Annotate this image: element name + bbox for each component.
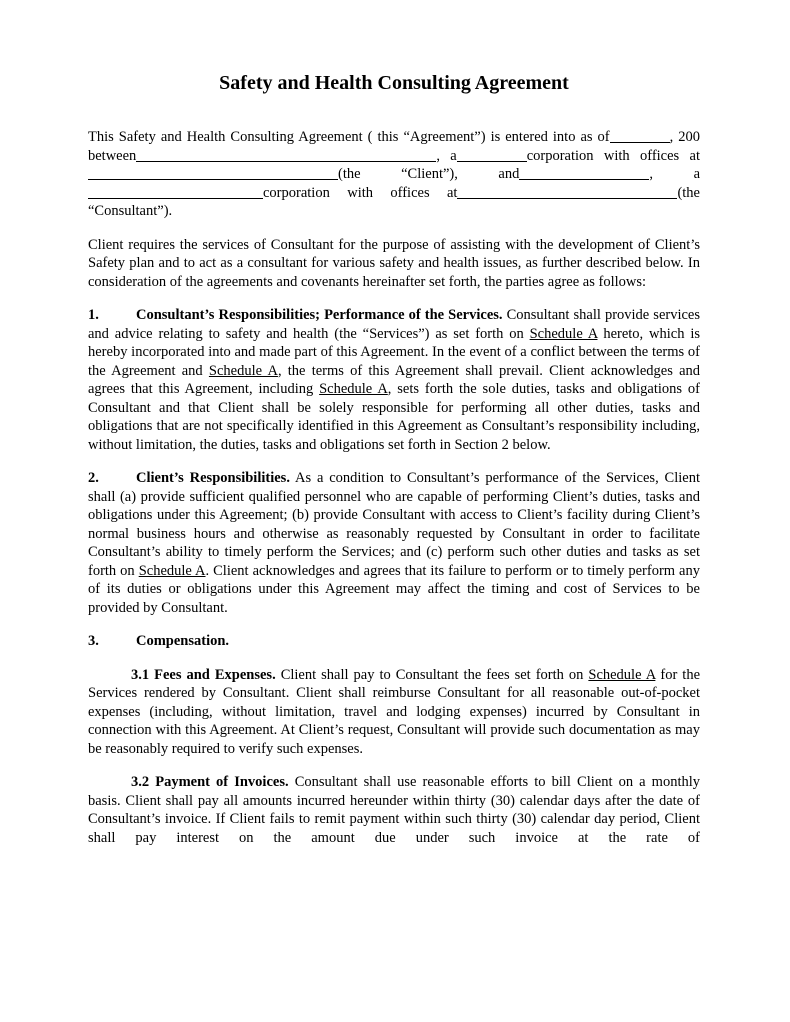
- intro-text-segment: corporation with offices at: [526, 147, 700, 164]
- section-3-2-text-segment: Consultant shall use reasonable efforts to bill Client on a monthly basis. Client shall pay all amounts incurred hereunder within thirty (30) calendar days after the date of Consultant’s invoice. If Client fails to remit payment within such thirty (30) calendar day period, Client shall pay interest on the amount due under such invoice at the rate of: [88, 774, 701, 846]
- section-1-paragraph: [88, 306, 700, 454]
- section-3-2-paragraph: [88, 773, 700, 847]
- blank-client-name: [136, 149, 436, 162]
- section-2-heading: Client’s Responsibilities.: [136, 470, 290, 486]
- schedule-a-reference: Schedule A: [588, 666, 656, 683]
- section-1-text-segment: , the terms of this Agreement shall prevail. Client acknowledges and agrees that this Agreement, including: [88, 362, 701, 397]
- section-3-1-text-segment: Client shall pay to Consultant the fees set forth on: [275, 666, 589, 683]
- blank-effective-date: [610, 130, 670, 143]
- section-3-heading-paragraph: [88, 632, 700, 651]
- section-2-text-segment: . Client acknowledges and agrees that its failure to perform or to timely perform any of its duties or obligations under this Agreement may affect the timing and cost of Services to be provided by Consultant.: [88, 562, 700, 616]
- section-1-text-segment: hereto, which is hereby incorporated into and made part of this Agreement. In the event of a conflict between the terms of the Agreement and: [88, 325, 700, 379]
- intro-paragraph: [88, 128, 700, 221]
- blank-consultant-name: [519, 167, 649, 180]
- preamble-paragraph: Client requires the services of Consultant for the purpose of assisting with the development of Client’s Safety plan and to act as a consultant for various safety and health issues, as further described below. In consideration of the agreements and covenants hereinafter set forth, the parties agree as follows:: [88, 236, 700, 290]
- section-1-text-segment: Consultant shall provide services and advice relating to safety and health (the “Services”) as set forth on: [88, 307, 700, 342]
- intro-text-segment: (the “Consultant”).: [88, 184, 700, 219]
- section-3-heading: Compensation.: [136, 633, 230, 649]
- schedule-a-reference: Schedule A: [138, 562, 206, 579]
- section-3-number: 3.: [88, 633, 99, 649]
- intro-text-segment: , a: [436, 147, 457, 164]
- schedule-a-reference: Schedule A: [529, 325, 598, 342]
- section-3-2-heading: 3.2 Payment of Invoices.: [131, 774, 289, 790]
- section-2-text-segment: As a condition to Consultant’s performance of the Services, Client shall (a) provide sufficient qualified personnel who are capable of performing Client’s duties, tasks and obligations under this Agreement; (b) provide Consultant with access to Client’s facility during Client’s normal business hours and otherwise as reasonably requested by Consultant in order to facilitate Consultant’s ability to timely perform the Services; and (c) perform such other duties and tasks as set forth on: [88, 470, 700, 579]
- section-3-1-text-segment: for the Services rendered by Consultant. Client shall reimburse Consultant for all reasonable out-of-pocket expenses (including, without limitation, travel and lodging expenses) incurred by Consultant in connection with this Agreement. At Client’s request, Consultant will provide such documentation as may be reasonably required to verify such expenses.: [88, 666, 700, 757]
- section-2-paragraph: [88, 469, 700, 617]
- section-3-1-heading: 3.1 Fees and Expenses.: [131, 666, 276, 683]
- document-title: Safety and Health Consulting Agreement: [219, 72, 569, 94]
- section-2-number: 2.: [88, 470, 99, 486]
- schedule-a-reference: Schedule A: [208, 362, 278, 379]
- intro-text-segment: This Safety and Health Consulting Agreement ( this “Agreement”) is entered into as of: [88, 129, 610, 145]
- intro-text-segment: corporation with offices at: [263, 184, 458, 201]
- section-1-text-segment: , sets forth the sole duties, tasks and obligations of Consultant and that Client shall be solely responsible for performing all other duties, tasks and obligations that are not specifically identified in this Agreement as Consultant’s responsibility including, without limitation, the duties, tasks and obligations set forth in Section 2 below.: [88, 381, 700, 453]
- section-1-heading: Consultant’s Responsibilities; Performance of the Services.: [136, 307, 503, 323]
- section-1-number: 1.: [88, 307, 99, 323]
- intro-text-segment: , 200 between: [88, 129, 700, 164]
- schedule-a-reference: Schedule A: [319, 381, 388, 397]
- blank-client-state: [457, 149, 527, 162]
- section-3-1-paragraph: [88, 666, 700, 759]
- blank-consultant-address: [457, 186, 677, 199]
- blank-client-address: [88, 167, 338, 180]
- blank-consultant-state: [88, 186, 263, 199]
- intro-text-segment: (the “Client”), and: [338, 166, 520, 182]
- intro-text-segment: , a: [649, 166, 700, 182]
